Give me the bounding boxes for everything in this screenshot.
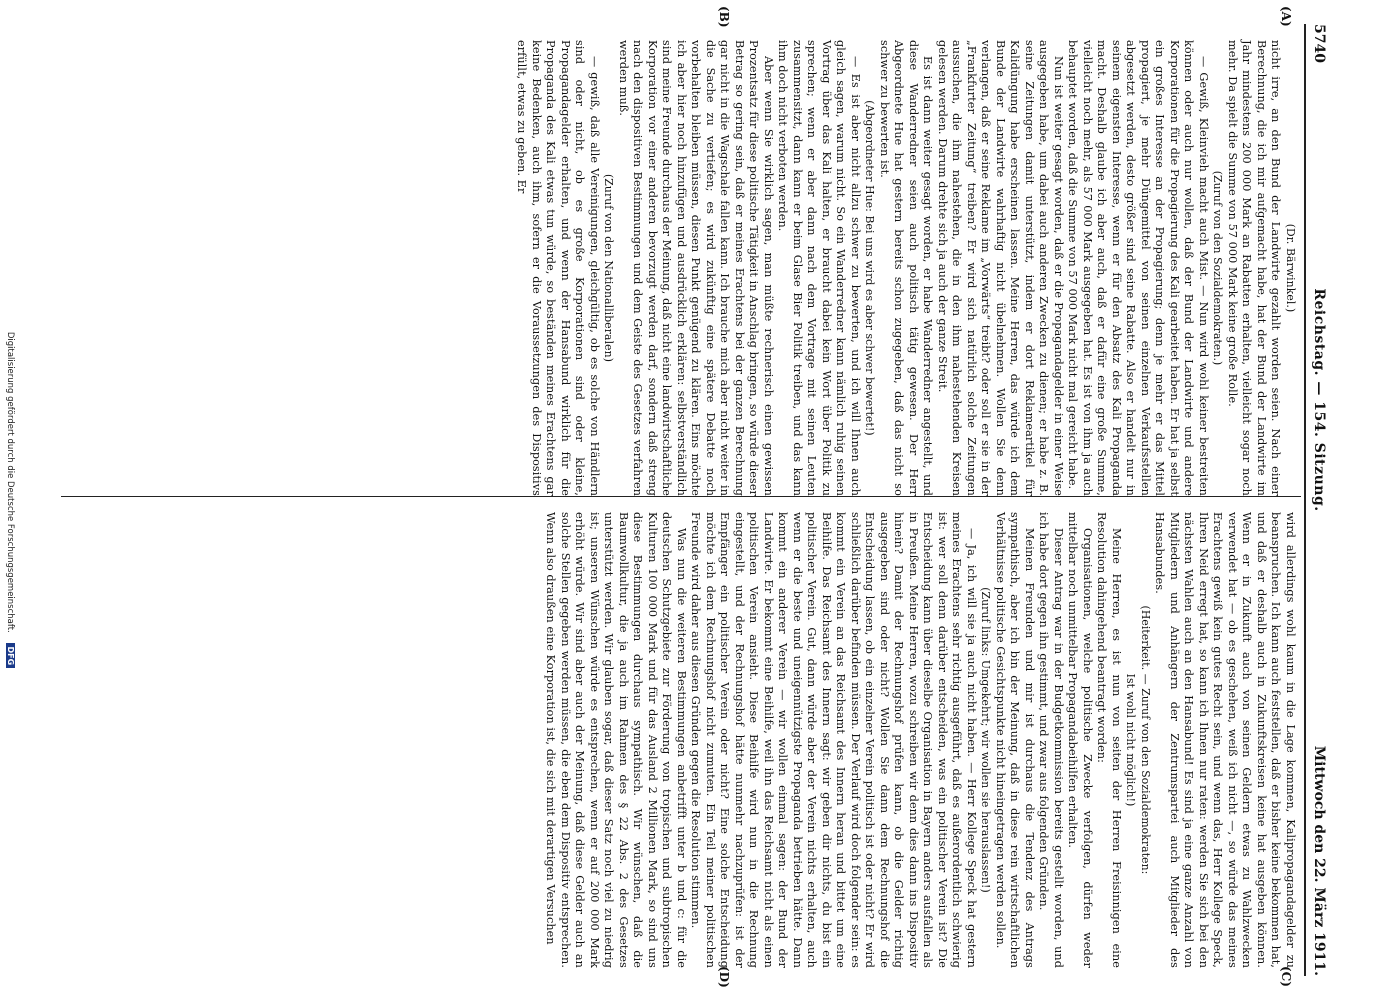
interjection: (Zuruf von den Sozialdemokraten.) [1211, 170, 1225, 366]
column-divider [61, 496, 1301, 497]
paragraph: nicht irre, an den Bund der Landwirte gezahlt worden seien. Nach einer Berechnung, die ich mir aufgemacht habe, hat der Bund der Landwirte im Jahr mindestens 200 000 Mark an Rabatten erhalten, vielleicht sogar noch mehr. Da spielt die Summe von 57 000 Mark keine große Rolle. [1226, 40, 1283, 496]
margin-mark-b: (B) [717, 6, 731, 28]
page-number: 5740 [1311, 24, 1327, 63]
session-date: Mittwoch den 22. März 1911. [1311, 745, 1327, 976]
paragraph: — gewiß, daß alle Vereinigungen, gleichgültig, ob es solche von Händlern sind oder nicht, ob es große Korporationen sind oder kleine, Propagandagelder erhalten, und wenn der Hansabund wirklich für die Propaganda des Kali etwas tun würde, so beständen meines Erachtens gar keine Bedenken, auch ihm, sofern er die Voraussetzungen des Dispositivs erfüllt, etwas zu geben. Er [515, 40, 601, 496]
right-text-column [543, 512, 1297, 968]
interjection: (Abgeordneter Hue: Bei uns wird es aber schwer bewertet!) [863, 100, 877, 436]
dfg-logo: DFG [6, 643, 15, 668]
paragraph: — Gewiß, Kleinvieh macht auch Mist. — Nun wird wohl keiner bestreiten können oder auch nur wollen, daß der Bund der Landwirte und andere Korporationen für die Propagierung des Kali gearbeitet haben. Er hat ja selbst ein großes Interesse an der Propagierung; denn je mehr er das Mittel propagiert, je mehr Düngemittel von seinen einzelnen Verkaufsstellen abgesetzt werden, desto größer sind seine Rabatte. Also er handelt nur in seinem eigensten Interesse, wenn er für den Absatz des Kali Propaganda macht. Deshalb glaube ich aber auch, daß er dafür eine große Summe, vielleicht noch mehr, als 57 000 Mark ausgegeben hat. Es ist von ihm ja auch behauptet worden, daß die Summe von 57 000 Mark nicht mal gereicht habe. [1066, 40, 1210, 496]
paragraph: Es ist dann weiter gesagt worden, er habe Wanderredner angestellt, und diese Wanderredner seien auch politisch tätig gewesen. Der Herr Abgeordnete Hue hat gestern bereits schon zugegeben, daß das nicht so schwer zu bewerten ist. [878, 40, 935, 496]
interjection: (Heiterkeit. — Zuruf von den Sozialdemokraten: [1139, 605, 1152, 875]
margin-mark-c: (C) [1279, 966, 1293, 987]
header-rule [1304, 24, 1306, 976]
page-header [1307, 24, 1331, 976]
interjection: (Zuruf von den Nationalliberalen) [602, 173, 616, 363]
paragraph: — Es ist aber nicht allzu schwer zu bewerten, und ich will Ihnen auch gleich sagen, warum nicht. So ein Wanderredner kann nämlich ruhig seinen Vortrag über das Kali halten, er braucht dabei kein Wort über Politik zu sprechen; wenn er aber dann nach dem Vortrage mit seinen Leuten zusammensitzt, dann kann er beim Glase Bier Politik treiben, und das kann ihm doch nicht verboten werden. [776, 40, 862, 496]
paragraph: — Ja, ich will sie ja auch nicht haben. — Herr Kollege Speck hat gestern meines Erachtens sehr richtig ausgeführt, daß es außerordentlich schwierig ist: wer soll denn darüber entscheiden, was ein politischer Verein ist? Die Entscheidung kann über dieselbe Organisation in Bayern anders ausfallen als in Preußen. Meine Herren, wozu schreiben wir denn dies dann ins Dispositiv hinein? Damit der Rechnungshof prüfen kann, ob die Gelder richtig ausgegeben sind oder nicht? Wollen Sie dann dem Rechnungshof die Entscheidung lassen, ob ein einzelner Verein politisch ist oder nicht? Er wird schließlich darüber befinden müssen. Der Verlauf wird doch folgender sein: es kommt ein Verein an das Reichsamt des Innern heran und bittet um eine Beihilfe. Das Reichsamt des Innern sagt: wir geben dir nichts, du bist ein politischer Verein. Gut, dann würde aber der Verein nichts erhalten, auch wenn er die beste und uneigennützigste Propaganda betrieben hätte. Dann kommt ein anderer Verein — wir wollen einmal sagen: der Bund der Landwirte. Er bekommt eine Beihilfe, weil ihn das Reichsamt nicht als einen politischen Verein ansieht. Diese Beihilfe wird nun in die Rechnung eingestellt, und der Rechnungshof hätte nunmehr nachzuprüfen: ist der Empfänger ein politischer Verein oder nicht? Eine solche Entscheidung möchte ich dem Rechnungshof nicht zumuten. Ein Teil meiner politischen Freunde wird daher aus diesen Gründen gegen die Resolution stimmen. [689, 512, 978, 968]
interjection: Ist wohl nicht möglich!) [1124, 673, 1138, 807]
page-footer [3, 0, 15, 1000]
interjection: (Dr. Bärwinkel.) [1284, 223, 1297, 313]
paragraph: Meine Herren, es ist nun von seiten der Herren Freisinnigen eine Resolution dahingehend beantragt worden: [1095, 512, 1123, 968]
left-text-column [514, 40, 1297, 496]
paragraph: wird allerdings wohl kaum in die Lage kommen, Kalipropagandagelder zu beanspruchen. Ich kann auch feststellen, daß er bisher keine bekommen hat, und daß er deshalb auch in Zukunftskreisen keine hat ausgeben können. Wenn er in Zukunft auch von seinen Geldern etwas zu Wahlzwecken verwendet hat — ob es geschehen, weiß ich nicht —, so würde das meines Erachtens gewiß kein gutes Recht sein, und wenn das, Herr Kollege Speck, Ihren Neid erregt hat, so kann ich Ihnen nur raten: werden Sie sich bei den nächsten Wahlen auch an den Hansabund! Es sind ja eine ganze Anzahl von Mitgliedern und Anhängern der Zentrumspartei auch Mitglieder des Hansabundes. [1153, 512, 1297, 968]
margin-mark-d: (D) [717, 966, 731, 988]
paragraph: Nun ist weiter gesagt worden, daß er die Propagandagelder in einer Weise ausgegeben habe, um dabei auch anderen Zwecken zu dienen; er habe z. B. seine Zeitungen damit unterstützt, indem er dort Reklameartikel für Kalidüngung habe erscheinen lassen. Meine Herren, das würde ich dem Bunde der Landwirte wahrhaftig nicht übelnehmen. Wollen Sie denn verlangen, daß er seine Reklame im „Vorwärts“ treibt? oder soll er sie in der „Frankfurter Zeitung“ treiben? Er wird sich natürlich solche Zeitungen aussuchen, die ihm nahestehen, die in den ihm nahestehenden Kreisen gelesen werden. Darum drehte sich ja auch der ganze Streit. [936, 40, 1065, 496]
paragraph: Meinen Freunden und mir ist durchaus die Tendenz des Antrags sympathisch, aber ich bin der Meinung, daß in diese rein wirtschaftlichen Verhältnisse politische Gesichtspunkte nicht hineingetragen werden sollen. [994, 512, 1036, 968]
page-title: Reichstag. — 154. Sitzung. [1311, 288, 1327, 512]
margin-mark-a: (A) [1279, 6, 1293, 27]
paragraph: Dieser Antrag war in der Budgetkommission bereits gestellt worden, und ich habe dort gegen ihn gestimmt, und zwar aus folgenden Gründen. [1037, 512, 1065, 968]
footer-credit: Digitalisierung gefördert durch die Deutsche Forschungsgemeinschaft. [5, 331, 15, 633]
paragraph: Was nun die weiteren Bestimmungen anbetrifft unter b und c: für die deutschen Schutzgebiete zur Förderung von tropischen und subtropischen Kulturen 100 000 Mark und für das Ausland 2 Millionen Mark, so sind uns diese Bestimmungen durchaus sympathisch. Wir wünschen, daß die Baumwollkultur, die ja auch im Rahmen des § 22 Abs. 2 des Gesetzes unterstützt werden. Wir glauben sogar, daß dieser Satz noch viel zu niedrig ist; unseren Wünschen würde es entsprechen, wenn er auf 200 000 Mark erhöht würde. Wir sind aber auch der Meinung, daß diese Gelder auch an solche Stellen gegeben werden müssen, die eben dem Dispositiv entsprechen. Wenn also draußen eine Korporation ist, die sich mit derartigen Versuchen [544, 512, 688, 968]
interjection: (Zuruf links: Umgekehrt; wir wollen sie herauslassen!) [979, 587, 993, 893]
paragraph: Organisationen, welche politische Zwecke verfolgen, dürfen weder mittelbar noch unmittelbar Propagandabeihilfen erhalten. [1066, 512, 1094, 968]
paragraph: Aber wenn Sie wirklich sagen, man müßte rechnerisch einen gewissen Prozentsatz für diese politische Tätigkeit in Anschlag bringen, so würde dieser Betrag so gering sein, daß er meines Erachtens bei der ganzen Berechnung gar nicht in die Wagschale fallen kann. Ich brauche mich aber nicht weiter in die Sache zu vertiefen; es wird zukünftig eine spätere Debatte noch vorbehalten bleiben müssen, diesen Punkt genügend zu klären. Eins möchte ich aber hier noch hinzufügen und ausdrücklich erklären: selbstverständlich sind meine Freunde durchaus der Meinung, daß nicht eine landwirtschaftliche Korporation vor einer anderen bevorzugt werden darf, sondern daß streng nach den dispositiven Bestimmungen und dem Geiste des Gesetzes verfahren werden muß. [617, 40, 775, 496]
